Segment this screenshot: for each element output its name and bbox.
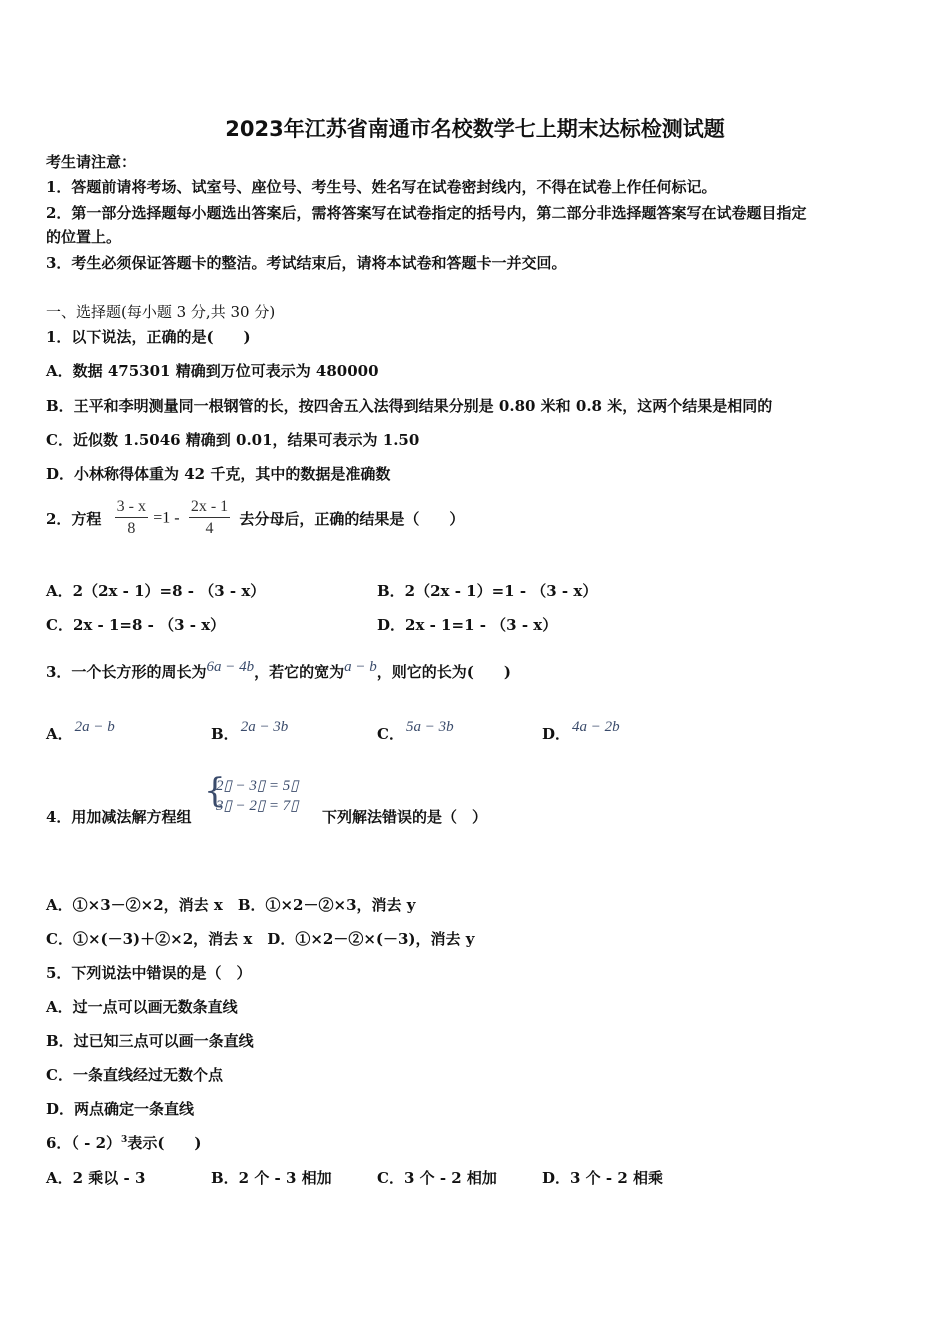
q3-option-c-label: C． [377,725,404,743]
q3-option-b-label: B． [211,725,239,743]
q3-perimeter: 6a − 4b [206,659,255,675]
q2-option-a: A．2（2x - 1）=8 - （3 - x） [46,582,266,600]
q2-fraction-2-num: 2x - 1 [189,497,230,518]
notice-heading: 考生请注意： [46,153,137,171]
section-heading: 一、选择题(每小题 3 分,共 30 分) [46,303,276,321]
q6-option-b: B．2 个 - 3 相加 [211,1169,332,1187]
q5-option-c: C．一条直线经过无数个点 [46,1066,223,1084]
q3-width: a − b [344,659,377,675]
q3-option-d-expr: 4a − 2b [572,719,620,735]
q1-stem: 1．以下说法，正确的是( ) [46,328,251,346]
q6-stem-post: 表示( ) [127,1134,202,1152]
notice-item-1: 1．答题前请将考场、试室号、座位号、考生号、姓名写在试卷密封线内，不得在试卷上作任何标记。 [46,178,717,196]
notice-item-2: 2．第一部分选择题每小题选出答案后，需将答案写在试卷指定的括号内，第二部分非选择题答案写在试卷题目指定 [46,204,807,222]
q3-option-d-label: D． [542,725,571,743]
q2-option-c: C．2x - 1=8 - （3 - x） [46,616,226,634]
q2-middle: =1 - [153,509,180,527]
q1-option-b: B．王平和李明测量同一根钢管的长，按四舍五入法得到结果分别是 0.80 米和 0.8 米，这两个结果是相同的 [46,397,773,415]
q2-fraction-1-den: 8 [127,520,136,537]
q3-option-b-expr: 2a − 3b [240,719,289,735]
q4-equation-2: 3▯ − 2▯ = 7▯ [216,798,299,814]
q5-option-b: B．过已知三点可以画一条直线 [46,1032,254,1050]
q2-fraction-1 [115,497,148,540]
q6-option-c: C．3 个 - 2 相加 [377,1169,497,1187]
q3-option-b [211,719,289,744]
q3-option-a [46,719,115,744]
q2-fraction-2 [189,497,230,540]
q2-suffix: 去分母后，正确的结果是（ ） [239,510,465,528]
q3-prefix: 3．一个长方形的周长为 [46,663,207,681]
q5-option-d: D．两点确定一条直线 [46,1100,195,1118]
q3-option-a-label: A． [46,725,73,743]
q5-option-a: A．过一点可以画无数条直线 [46,998,238,1016]
q6-option-d: D．3 个 - 2 相乘 [542,1169,663,1187]
q4-prefix: 4．用加减法解方程组 [46,808,192,826]
q6-option-a: A．2 乘以 - 3 [46,1169,146,1187]
q1-option-a: A．数据 475301 精确到万位可表示为 480000 [46,362,379,380]
q4-brace: { [204,771,226,811]
q3-stem [46,661,511,682]
q5-stem: 5．下列说法中错误的是（ ） [46,964,252,982]
q2-stem [46,497,464,540]
q2-option-b: B．2（2x - 1）=1 - （3 - x） [377,582,598,600]
q3-option-c [377,719,454,744]
q2-option-d: D．2x - 1=1 - （3 - x） [377,616,558,634]
q4-suffix: 下列解法错误的是（ ） [322,808,488,826]
page-title: 2023年江苏省南通市名校数学七上期末达标检测试题 [225,117,725,141]
q3-option-d [542,719,620,744]
q4-options-ab: A．①×3－②×2，消去 x B．①×2－②×3，消去 y [46,896,416,914]
q3-mid: ，若它的宽为 [254,663,345,681]
q1-option-c: C．近似数 1.5046 精确到 0.01，结果可表示为 1.50 [46,431,420,449]
q4-options-cd: C．①×(－3)＋②×2，消去 x D．①×2－②×(－3)，消去 y [46,930,475,948]
q6-stem [46,1132,202,1153]
q2-prefix: 2．方程 [46,510,102,528]
q4-equation-1: 2▯ − 3▯ = 5▯ [216,778,299,794]
q6-stem-pre: 6．（ - 2） [46,1134,122,1152]
notice-item-3: 3．考生必须保证答题卡的整洁。考试结束后，请将本试卷和答题卡一并交回。 [46,254,567,272]
q2-fraction-2-den: 4 [205,520,214,537]
q3-option-a-expr: 2a − b [74,719,115,735]
q6-stem-exponent: 3 [121,1135,128,1145]
q1-option-d: D．小林称得体重为 42 千克，其中的数据是准确数 [46,465,391,483]
notice-item-2-cont: 的位置上。 [46,228,122,246]
q3-suffix: ，则它的长为( ) [376,663,511,681]
q3-option-c-expr: 5a − 3b [405,719,454,735]
q2-fraction-1-num: 3 - x [115,497,148,518]
